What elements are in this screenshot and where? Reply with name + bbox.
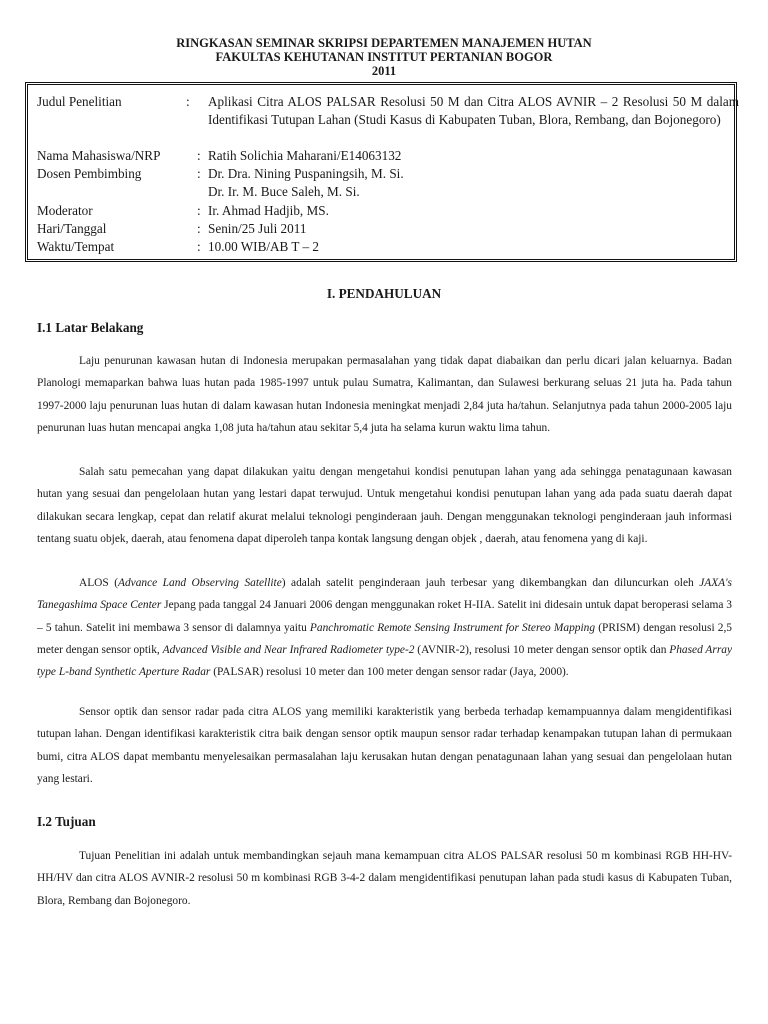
header-line-2: FAKULTAS KEHUTANAN INSTITUT PERTANIAN BOGOR [215,50,553,64]
header-line-1: RINGKASAN SEMINAR SKRIPSI DEPARTEMEN MANAJEMEN HUTAN [176,36,592,50]
waktu-value: 10.00 WIB/AB T – 2 [208,239,320,254]
paragraph-3-text: (PALSAR) resolusi 10 meter dan 100 meter dengan sensor radar (Jaya, 2000). [210,666,569,679]
document-header [0,36,768,78]
colon: : [197,203,201,218]
paragraph-3-italic: Panchromatic Remote Sensing Instrument for Stereo Mapping [309,621,596,634]
waktu-label: Waktu/Tempat [37,239,115,254]
paragraph-3-text: Jepang pada tanggal 24 Januari 2006 dengan menggunakan roket H-IIA. Satelit ini didesain untuk dapat beroperasi selama 3 – 5 tahun. Satelit ini membawa 3 sensor di dalamnya yaitu [37,599,732,634]
seminar-info-box [25,82,737,262]
waktu-value-wrap [197,238,319,256]
judul-label: Judul Penelitian [37,94,122,109]
paragraph-3-text: ALOS ( [79,577,118,589]
judul-value-wrap [186,93,739,129]
paragraph-4: Sensor optik dan sensor radar pada citra ALOS yang memiliki karakteristik yang berbeda terhadap kemampuannya dalam mengidentifikasi tutupan lahan. Dengan identifikasi karakteristik citra baik dengan sensor optik maupun sensor radar terhadap kenampakan tutupan lahan di permukaan bumi, citra ALOS dapat membantu menyelesaikan permasalahan laju kerusakan hutan dengan penatagunaan lahan yang sesuai dan pengelolaan hutan yang lestari. [37,706,732,785]
paragraph-3-italic: Advanced Visible and Near Infrared Radiometer type-2 [162,643,415,656]
paragraph-5: Tujuan Penelitian ini adalah untuk membandingkan sejauh mana kemampuan citra ALOS PALSAR resolusi 50 m kombinasi RGB HH-HV-HH/HV dan citra ALOS AVNIR-2 resolusi 50 m kombinasi RGB 3-4-2 dalam mengidentifikasi penutupan lahan pada studi kasus di Kabupaten Tuban, Blora, Rembang dan Bojonegoro. [37,850,732,907]
paragraph-1: Laju penurunan kawasan hutan di Indonesia merupakan permasalahan yang tidak dapat diabaikan dan perlu dicari jalan keluarnya. Badan Planologi memaparkan bahwa luas hutan pada 1985-1997 untuk pulau Sumatra, Kalimantan, dan Sulawesi berkurang seluas 21 juta ha. Pada tahun 1997-2000 laju penurunan luas hutan di dalam kawasan hutan Indonesia meningkat menjadi 2,84 juta ha/tahun. Selanjutnya pada tahun 2000-2005 laju penurunan luas hutan mencapai angka 1,08 juta ha/tahun atau sekitar 5,4 juta ha selama kurun waktu lima tahun. [37,355,732,434]
judul-value: Aplikasi Citra ALOS PALSAR Resolusi 50 M dan Citra ALOS AVNIR – 2 Resolusi 50 M dalam Identifikasi Tutupan Lahan (Studi Kasus di Kabupaten Tuban, Blora, Rembang, dan Bojonegoro) [208,94,739,127]
moderator-label: Moderator [37,203,93,218]
nama-value: Ratih Solichia Maharani/E14063132 [208,148,402,163]
colon: : [197,166,201,181]
hari-value: Senin/25 Juli 2011 [208,221,307,236]
paragraph-3-italic: Advance Land Observing Satellite [118,577,282,589]
dosen-label: Dosen Pembimbing [37,166,142,181]
colon: : [197,221,201,236]
nama-label: Nama Mahasiswa/NRP [37,148,161,163]
paragraph-3-text: (AVNIR-2), resolusi 10 meter dengan sensor optik dan [414,643,670,656]
hari-value-wrap [197,220,306,238]
colon: : [197,239,201,254]
paragraph-3-text: ) adalah satelit penginderaan jauh terbesar yang dikembangkan dan diluncurkan oleh [281,577,700,589]
paragraph-3 [37,572,732,683]
colon: : [197,148,201,163]
nama-value-wrap [197,147,401,165]
subsection-heading-latar-belakang: I.1 Latar Belakang [37,320,144,335]
section-title: I. PENDAHULUAN [326,286,442,301]
dosen-value-2: Dr. Ir. M. Buce Saleh, M. Si. [208,184,360,199]
paragraph-3-italic: Phased Array type L-band Synthetic Aperture Radar [37,643,733,679]
moderator-value: Ir. Ahmad Hadjib, MS. [208,203,329,218]
moderator-value-wrap [197,202,329,220]
paragraph-2: Salah satu pemecahan yang dapat dilakukan yaitu dengan mengetahui kondisi penutupan lahan yang ada sehingga penatagunaan kawasan hutan yang sesuai dan pengelolaan hutan yang lestari dapat terwujud. Untuk mengetahui kondisi penutupan lahan yang ada pada suatu daerah dapat dilakukan secara lengkap, cepat dan relatif akurat melalui teknologi penginderaan jauh. Dengan menggunakan teknologi penginderaan jauh informasi tentang suatu objek, daerah, atau fenomena dapat diperoleh tanpa kontak langsung dengan objek , daerah, atau fenomena yang di kaji. [37,466,732,545]
colon: : [186,94,190,109]
dosen-value-wrap [197,165,404,183]
header-year: 2011 [371,64,397,78]
paragraph-3-text: (PRISM) dengan resolusi 2,5 meter dengan sensor optik, [37,621,732,656]
dosen-value-1: Dr. Dra. Nining Puspaningsih, M. Si. [208,166,404,181]
subsection-heading-tujuan: I.2 Tujuan [37,814,96,829]
hari-label: Hari/Tanggal [37,221,107,236]
paragraph-3-italic: JAXA's Tanegashima Space Center [37,577,732,612]
